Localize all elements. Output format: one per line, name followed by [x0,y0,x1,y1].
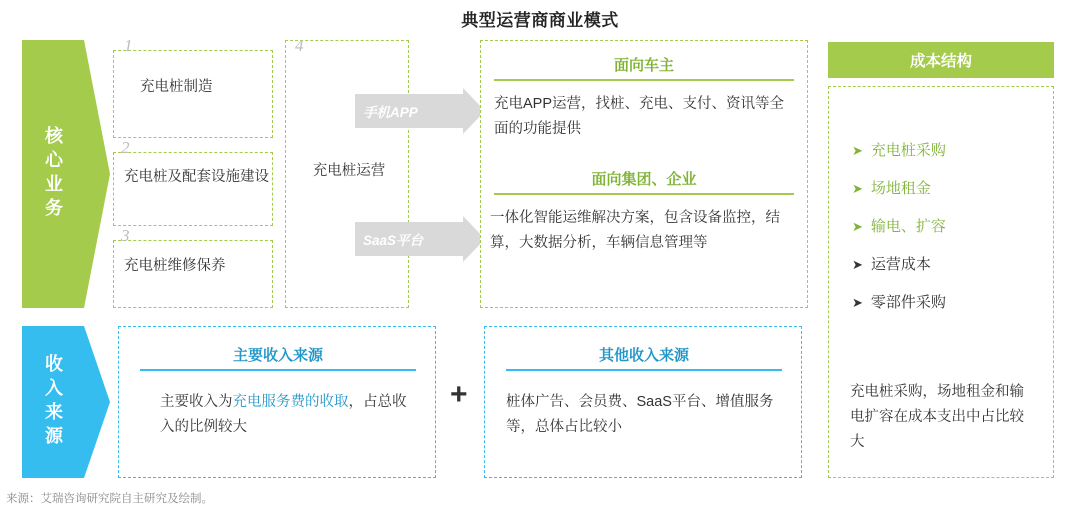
cost-item-list [852,132,1052,322]
service-heading-owners: 面向车主 [494,54,794,81]
cost-item-2-label: 场地租金 [870,180,931,197]
page-title: 典型运营商商业模式 [461,11,619,30]
operation-text: 充电桩运营 [312,163,386,179]
chevron-right-icon: ➤ [852,181,863,196]
arrow-saas-platform [355,222,463,256]
cost-item-5-label: 零部件采购 [870,294,946,311]
core-item-text-1: 充电桩制造 [140,79,213,95]
core-item-box-2 [113,152,273,226]
banner-core-business [22,40,84,308]
income-main-body-highlight2: 取 [334,394,349,410]
cost-structure-header: 成本结构 [828,42,1054,78]
cost-item-1-label: 充电桩采购 [870,142,946,159]
core-item-number-1: 1 [124,36,133,55]
income-main-body-pre: 主要收入为 [160,394,233,410]
cost-structure-note: 充电桩采购，场地租金和输电扩容在成本支出中占比较大 [850,384,1024,450]
cost-item-4 [852,246,1052,284]
income-main-body [160,390,418,440]
cost-item-3-label: 输电、扩容 [870,218,946,235]
income-main-heading: 主要收入来源 [140,344,416,371]
operation-number: 4 [295,36,304,55]
banner-income-source [22,326,84,478]
cost-item-3 [852,208,1052,246]
core-item-text-3: 充电桩维修保养 [124,258,226,274]
banner-income-label: 收入来源 [43,354,63,450]
arrow-mobile-app [355,94,463,128]
arrow-mobile-app-label: 手机APP [363,105,418,120]
banner-core-arrow [84,40,110,308]
banner-core-label: 核心业务 [43,126,63,222]
service-body-enterprise: 一体化智能运维解决方案，包含设备监控，结算，大数据分析，车辆信息管理等 [490,210,780,251]
chevron-right-icon: ➤ [852,143,863,158]
core-item-number-3: 3 [121,226,130,245]
cost-item-5 [852,284,1052,322]
arrow-saas-platform-label: SaaS平台 [363,233,424,248]
income-main-body-post: ，占总收入的比例较大 [160,394,407,435]
banner-income-arrow [84,326,110,478]
cost-item-1 [852,132,1052,170]
income-other-body: 桩体广告、会员费、SaaS平台、增值服务等，总体占比较小 [506,394,774,435]
core-item-text-2: 充电桩及配套设施建设 [124,169,269,185]
service-heading-enterprise: 面向集团、企业 [494,168,794,195]
chevron-right-icon: ➤ [852,257,863,272]
cost-item-4-label: 运营成本 [870,256,931,273]
income-main-body-highlight: 充电服务费的收 [232,394,334,410]
income-plus-symbol: + [450,378,468,411]
cost-item-2 [852,170,1052,208]
chevron-right-icon: ➤ [852,295,863,310]
core-item-number-2: 2 [121,138,130,157]
chevron-right-icon: ➤ [852,219,863,234]
service-body-owners: 充电APP运营，找桩、充电、支付、资讯等全面的功能提供 [494,96,785,137]
source-note: 来源：艾瑞咨询研究院自主研究及绘制。 [6,493,213,505]
income-other-heading: 其他收入来源 [506,344,782,371]
